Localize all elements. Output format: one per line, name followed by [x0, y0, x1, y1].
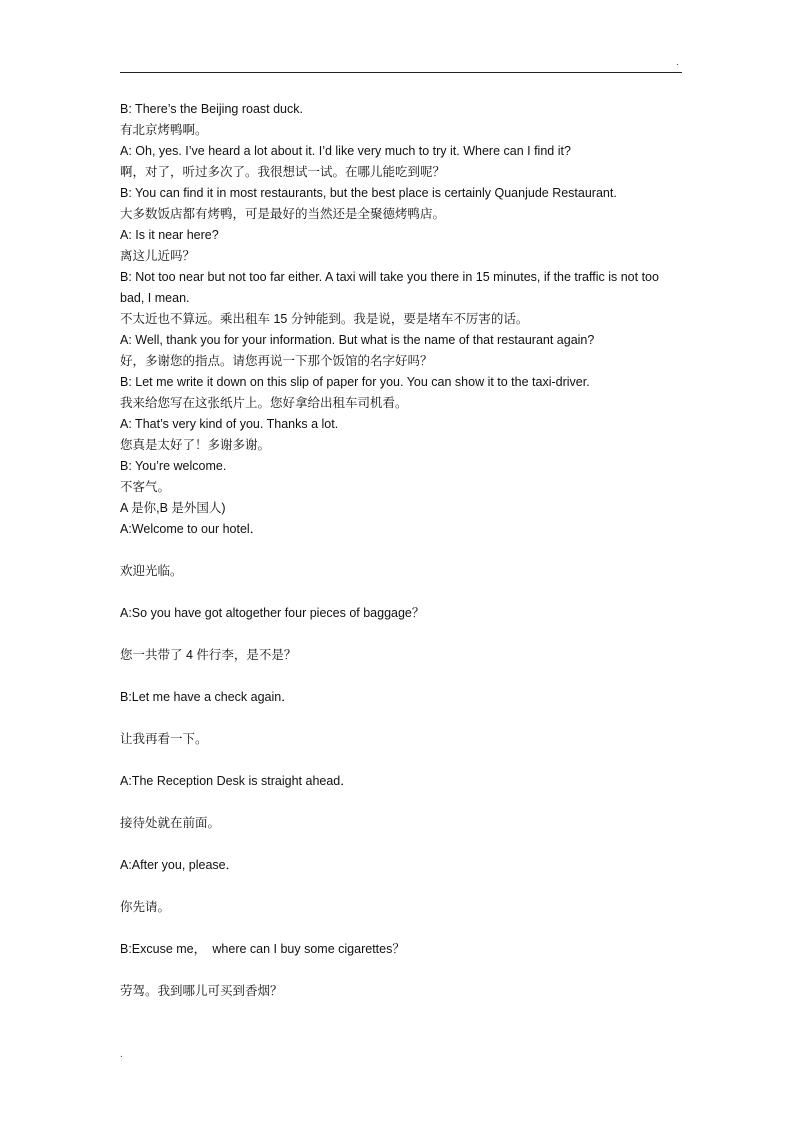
dialogue-hotel	[120, 519, 682, 1002]
header-mark: .	[676, 57, 679, 68]
dialogue-line: B: You can find it in most restaurants, but the best place is certainly Quanjude Restaurant.	[120, 186, 617, 200]
dialogue-line: A:After you, please．	[120, 858, 239, 872]
dialogue-line: 不客气。	[120, 480, 171, 494]
dialogue-line: 不太近也不算远。乘出租车 15 分钟能到。我是说，要是堵车不厉害的话。	[120, 312, 529, 326]
dialogue-line: 接待处就在前面。	[120, 816, 221, 830]
dialogue-line: A: Is it near here?	[120, 228, 219, 242]
dialogue-line: 好，多谢您的指点。请您再说一下那个饭馆的名字好吗？	[120, 354, 433, 368]
document-body	[120, 99, 682, 1002]
dialogue-line: 有北京烤鸭啊。	[120, 123, 208, 137]
dialogue-line: B: There’s the Beijing roast duck.	[120, 102, 303, 116]
dialogue-line: B: You’re welcome.	[120, 459, 227, 473]
dialogue-line: 我来给您写在这张纸片上。您好拿给出租车司机看。	[120, 396, 408, 410]
dialogue-line: 大多数饭店都有烤鸭，可是最好的当然还是全聚德烤鸭店。	[120, 207, 446, 221]
footer-mark: .	[120, 1049, 123, 1060]
dialogue-line: A: Oh, yes. I’ve heard a lot about it. I’d like very much to try it. Where can I find it?	[120, 144, 571, 158]
header-rule	[120, 72, 682, 73]
dialogue-line: A:So you have got altogether four pieces of baggage？	[120, 606, 425, 620]
dialogue-line: 您一共带了 4 件行李，是不是？	[120, 648, 297, 662]
dialogue-line: B:Excuse me， where can I buy some cigarettes？	[120, 942, 405, 956]
dialogue-line: 离这儿近吗？	[120, 249, 196, 263]
dialogue-line: 啊，对了，听过多次了。我很想试一试。在哪儿能吃到呢？	[120, 165, 446, 179]
dialogue-line: 你先请。	[120, 900, 171, 914]
dialogue-line: A:Welcome to our hotel．	[120, 522, 263, 536]
dialogue-note: A 是你,B 是外国人)	[120, 501, 226, 515]
dialogue-roast-duck	[120, 99, 682, 519]
dialogue-line: A: That’s very kind of you. Thanks a lot.	[120, 417, 339, 431]
dialogue-line: A: Well, thank you for your information. But what is the name of that restaurant again?	[120, 333, 595, 347]
dialogue-line: B: Let me write it down on this slip of paper for you. You can show it to the taxi-driver.	[120, 375, 590, 389]
dialogue-line: A:The Reception Desk is straight ahead．	[120, 774, 353, 788]
dialogue-line: B:Let me have a check again．	[120, 690, 294, 704]
dialogue-line: 让我再看一下。	[120, 732, 208, 746]
dialogue-line: 欢迎光临。	[120, 564, 183, 578]
dialogue-line: B: Not too near but not too far either. A taxi will take you there in 15 minutes, if the traffic is not too bad, I mean.	[120, 270, 659, 305]
dialogue-line: 劳驾。我到哪儿可买到香烟？	[120, 984, 283, 998]
dialogue-line: 您真是太好了！多谢多谢。	[120, 438, 271, 452]
